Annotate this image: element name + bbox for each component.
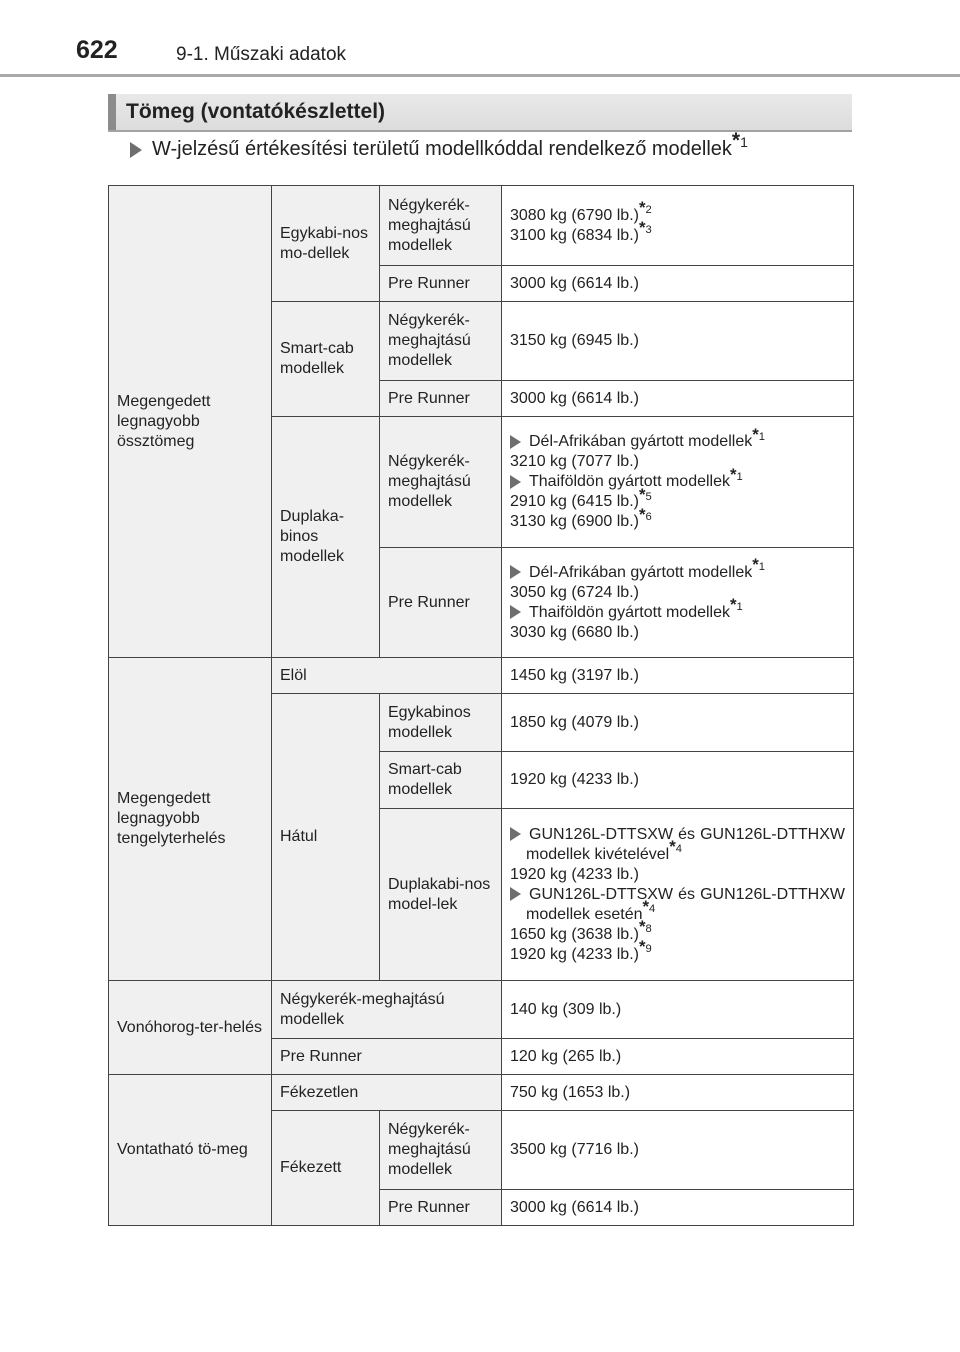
section-title-bar <box>108 94 116 130</box>
bullet-triangle-icon <box>510 887 521 901</box>
value-cell: Dél-Afrikában gyártott modellek$^{*1}$ 3210 kg (7077 lb.) Thaiföldön gyártott modellek$^{*1}$ 2910 kg (6415 lb.)$^{*5}$ 3130 kg (6900 lb.)$^{*6}$ <box>502 417 854 548</box>
awd-label: Négykerék-meghajtású modellek <box>380 417 502 548</box>
value-cell: 3000 kg (6614 lb.) <box>502 266 854 302</box>
value-cell: 1920 kg (4233 lb.) <box>502 752 854 809</box>
value-cell: 1850 kg (4079 lb.) <box>502 694 854 752</box>
section-title-text: Tömeg (vontatókészlettel) <box>126 100 386 123</box>
table-row <box>109 186 854 266</box>
value-cell: 750 kg (1653 lb.) <box>502 1075 854 1111</box>
subheading-text: W-jelzésű értékesítési területű modellkóddal rendelkező modellek <box>152 138 732 160</box>
value-cell: 3150 kg (6945 lb.) <box>502 302 854 381</box>
footnote-mark: *1 <box>731 129 748 153</box>
bullet-triangle-icon <box>510 435 521 449</box>
value-cell: Dél-Afrikában gyártott modellek$^{*1}$ 3050 kg (6724 lb.) Thaiföldön gyártott modellek$^{*1}$ 3030 kg (6680 lb.) <box>502 548 854 658</box>
braked-label: Fékezett <box>272 1111 380 1226</box>
single-cab-label: Egykabi-nos mo-dellek <box>272 186 380 302</box>
section-title <box>108 94 852 132</box>
value-cell: 120 kg (265 lb.) <box>502 1039 854 1075</box>
row-header-axle: Megengedett legnagyobb tengelyterhelés <box>109 658 272 981</box>
header-divider <box>0 74 960 77</box>
chapter-title: 9-1. Műszaki adatok <box>176 44 347 65</box>
front-label: Elöl <box>272 658 502 694</box>
row-header-gvm: Megengedett legnagyobb össztömeg <box>109 186 272 658</box>
single-cab-rear-label: Egykabinos modellek <box>380 694 502 752</box>
value-cell: 1450 kg (3197 lb.) <box>502 658 854 694</box>
pre-runner-label: Pre Runner <box>380 548 502 658</box>
weight-spec-table <box>108 185 854 1226</box>
pre-runner-label: Pre Runner <box>380 266 502 302</box>
smart-cab-rear-label: Smart-cab modellek <box>380 752 502 809</box>
value-cell: GUN126L-DTTSXW és GUN126L-DTTHXW modellek kivételével$^{*4}$ 1920 kg (4233 lb.) GUN126L-DTTSXW és GUN126L-DTTHXW modellek esetén$^{*4}$ 1650 kg (3638 lb.)$^{*8}$ 1920 kg (4233 lb.)$^{*9}$ <box>502 809 854 981</box>
pre-runner-label: Pre Runner <box>380 1190 502 1226</box>
pre-runner-label: Pre Runner <box>272 1039 502 1075</box>
rear-label: Hátul <box>272 694 380 981</box>
value-cell: 3000 kg (6614 lb.) <box>502 381 854 417</box>
page-number: 622 <box>76 36 118 64</box>
bullet-triangle-icon <box>510 565 521 579</box>
awd-label: Négykerék-meghajtású modellek <box>380 186 502 266</box>
double-cab-rear-label: Duplakabi-nos model-lek <box>380 809 502 981</box>
bullet-triangle-icon <box>510 827 521 841</box>
awd-label: Négykerék-meghajtású modellek <box>380 302 502 381</box>
table-row <box>109 981 854 1039</box>
smart-cab-label: Smart-cab modellek <box>272 302 380 417</box>
bullet-triangle-icon <box>130 142 142 158</box>
value-cell: 3080 kg (6790 lb.)$^{*2}$ 3100 kg (6834 lb.)$^{*3}$ <box>502 186 854 266</box>
pre-runner-label: Pre Runner <box>380 381 502 417</box>
table-row <box>109 1075 854 1111</box>
awd-label: Négykerék-meghajtású modellek <box>380 1111 502 1190</box>
subheading <box>130 129 748 161</box>
row-header-coupling: Vonóhorog-ter-helés <box>109 981 272 1075</box>
value-cell: 140 kg (309 lb.) <box>502 981 854 1039</box>
bullet-triangle-icon <box>510 475 521 489</box>
value-cell: 3500 kg (7716 lb.) <box>502 1111 854 1190</box>
page-header <box>0 0 960 78</box>
table-row <box>109 658 854 694</box>
awd-label: Négykerék-meghajtású modellek <box>272 981 502 1039</box>
row-header-towable: Vontatható tö-meg <box>109 1075 272 1226</box>
bullet-triangle-icon <box>510 605 521 619</box>
value-cell: 3000 kg (6614 lb.) <box>502 1190 854 1226</box>
unbraked-label: Fékezetlen <box>272 1075 502 1111</box>
double-cab-label: Duplaka-binos modellek <box>272 417 380 658</box>
